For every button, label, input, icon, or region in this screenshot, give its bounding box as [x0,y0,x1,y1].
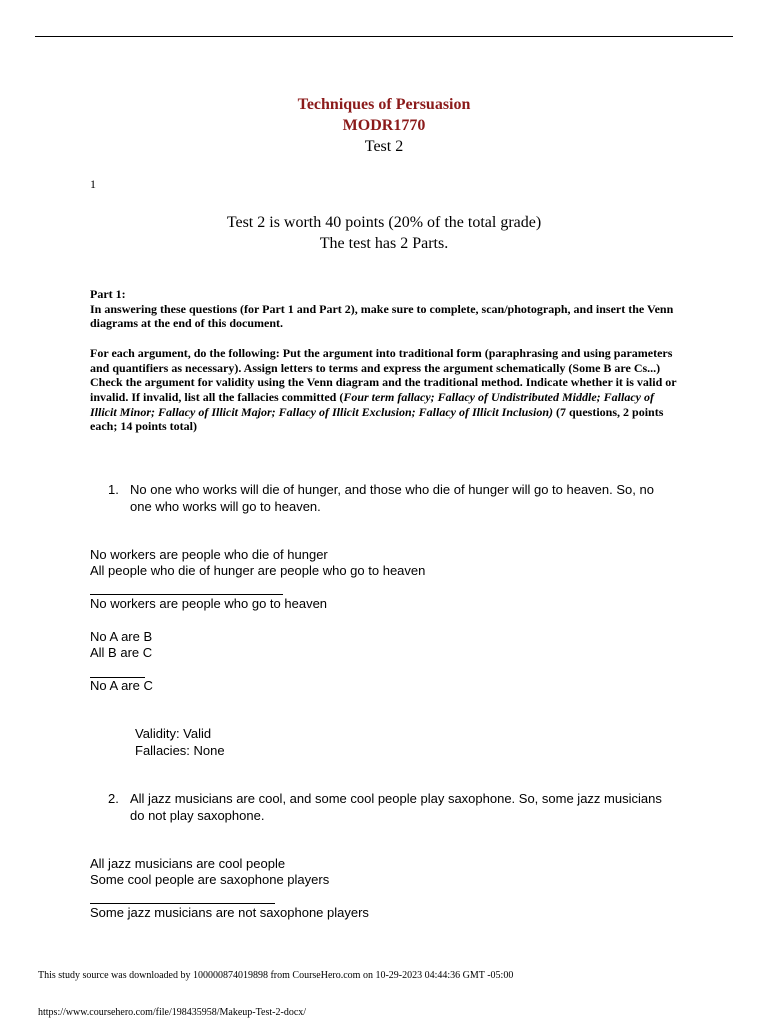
conclusion: No workers are people who go to heaven [90,596,328,611]
schema-conclusion: No A are C [90,678,153,693]
question-2 [108,791,678,824]
conclusion-rule [90,903,275,904]
document-title: Techniques of Persuasion [297,96,471,113]
part-label: Part 1: [90,287,126,301]
test-parts-line: The test has 2 Parts. [319,235,449,252]
fallacies-answer: Fallacies: None [135,743,225,758]
premise-2: Some cool people are saxophone players [90,872,330,887]
premise-1: All jazz musicians are cool people [90,856,286,871]
download-notice: This study source was downloaded by 100000874019898 from CourseHero.com on 10-29-2023 04:44:36 GMT -05:00 [38,970,514,981]
test-name: Test 2 [364,138,404,155]
premise-1: No workers are people who die of hunger [90,547,328,562]
part1-instructions [90,287,680,434]
instructions-text: For each argument, do the following: Put the argument into traditional form (paraphrasing and using parameters and quantifiers as necessary). Assign letters to terms and express the argument schematically (Some B are Cs...) Check the argument for validity using the Venn diagram and the traditional method. Indicate whether it is valid or invalid. If invalid, list all the fallacies committed ( [90,345,677,404]
conclusion-rule [90,594,283,595]
course-code: MODR1770 [342,117,426,134]
source-url[interactable]: https://www.coursehero.com/file/198435958/Makeup-Test-2-docx/ [38,1007,307,1018]
test-info [0,212,768,254]
instructions-paragraph-2 [90,346,680,434]
instructions-paragraph-1: In answering these questions (for Part 1 and Part 2), make sure to complete, scan/photograph, and insert the Venn diagrams at the end of this document. [90,301,674,331]
fallacy-list: Four term fallacy; Fallacy of Undistributed Middle; Fallacy of Illicit Minor; Fallacy of Illicit Major; Fallacy of Illicit Exclusion; Fallacy of Illicit Inclusion) [90,389,654,419]
question-text: All jazz musicians are cool, and some cool people play saxophone. So, some jazz musicians do not play saxophone. [130,791,662,823]
question-1 [108,482,678,515]
top-divider [35,36,733,37]
points-note: (7 questions, 2 points each; 14 points total) [90,404,664,434]
question-number: 1. [108,482,119,497]
premise-2: All people who die of hunger are people who go to heaven [90,563,426,578]
question-text: No one who works will die of hunger, and those who die of hunger will go to heaven. So, no one who works will go to heaven. [130,482,654,514]
test-worth-line: Test 2 is worth 40 points (20% of the total grade) [226,214,542,231]
document-header [0,94,768,157]
validity-answer: Validity: Valid [135,726,212,741]
conclusion: Some jazz musicians are not saxophone players [90,905,369,920]
page-number: 1 [90,177,96,191]
question-number: 2. [108,791,119,806]
schema-premise-1: No A are B [90,629,153,644]
schema-premise-2: All B are C [90,645,153,660]
